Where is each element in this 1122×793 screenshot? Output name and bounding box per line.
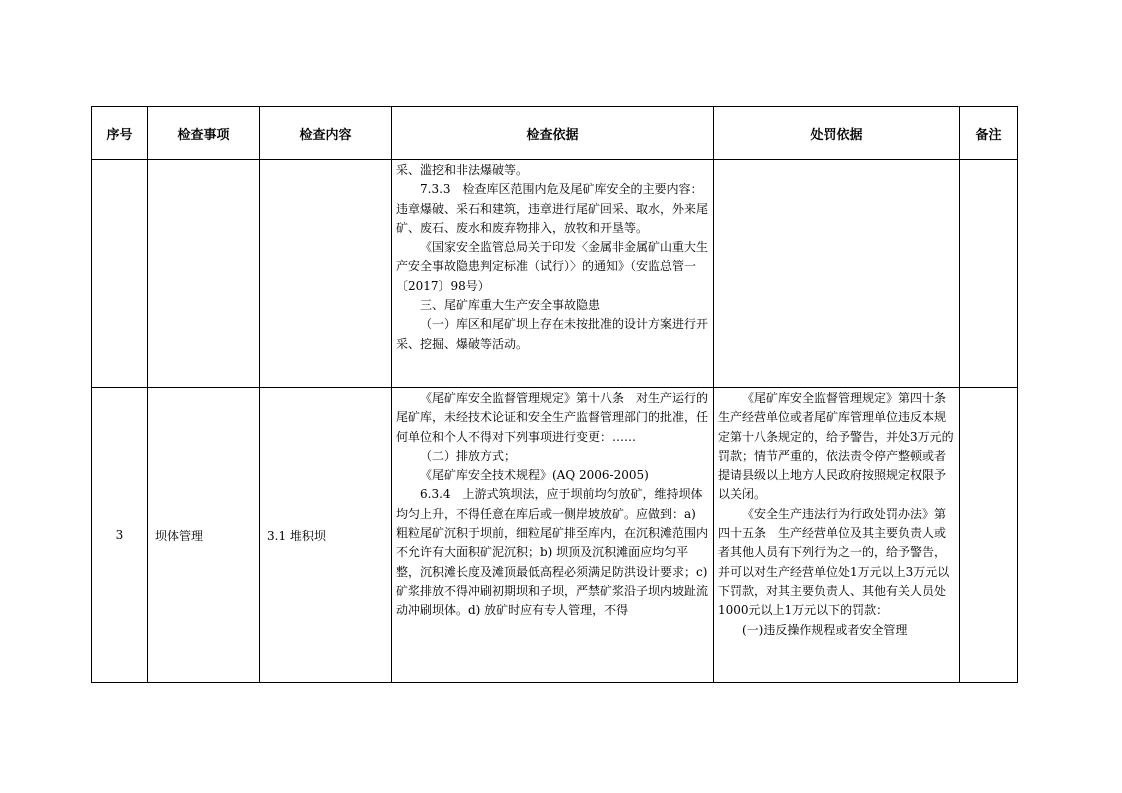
header-remarks: 备注: [960, 107, 1018, 160]
penalty-paragraph: 《安全生产违法行为行政处罚办法》第四十五条 生产经营单位及其主要负责人或者其他人员有下列行为之一的，给予警告，并可以对生产经营单位处1万元以上3万元以下罚款，对其主要负责人、其他有关人员处1000元以上1万元以下的罚款：: [718, 506, 950, 618]
cell-inspection-content: 3.1 堆积坝: [260, 388, 392, 683]
basis-paragraph: 《尾矿库安全技术规程》(AQ 2006-2005): [420, 468, 649, 483]
cell-remarks: [960, 388, 1018, 683]
cell-inspection-content: [260, 160, 392, 388]
header-row: [92, 107, 1018, 160]
basis-paragraph: 7.3.3 检查库区范围内危及尾矿库安全的主要内容：违章爆破、采石和建筑，违章进行尾矿回采、取水，外来尾矿、废石、废水和废弃物排入，放牧和开垦等。: [396, 182, 709, 235]
header-inspection-item: 检查事项: [148, 107, 260, 160]
basis-paragraph: 三、尾矿库重大生产安全事故隐患: [420, 298, 601, 313]
basis-paragraph: （一）库区和尾矿坝上存在未按批准的设计方案进行开采、挖掘、爆破等活动。: [396, 317, 709, 351]
basis-paragraph: 6.3.4 上游式筑坝法，应于坝前均匀放矿，维持坝体均匀上升，不得任意在库后或一侧岸坡放矿。应做到：a) 粗粒尾矿沉积于坝前，细粒尾矿排至库内，在沉积滩范围内不允许有大面积矿泥沉积；b) 坝顶及沉积滩面应均匀平整，沉积滩长度及滩顶最低高程必须满足防洪设计要求；c) 矿浆排放不得冲刷初期坝和子坝，严禁矿浆沿子坝内坡趾流动冲刷坝体。d) 放矿时应有专人管理，不得: [396, 487, 709, 618]
cell-serial-number: [92, 160, 148, 388]
cell-penalty-basis: [714, 388, 960, 683]
penalty-paragraph: (一)违反操作规程或者安全管理: [742, 622, 908, 637]
header-penalty-basis: 处罚依据: [714, 107, 960, 160]
basis-paragraph: 采、滥挖和非法爆破等。: [396, 163, 529, 177]
header-inspection-basis: 检查依据: [392, 107, 714, 160]
cell-penalty-basis: [714, 160, 960, 388]
basis-paragraph: （二）排放方式；: [420, 448, 517, 463]
cell-remarks: [960, 160, 1018, 388]
cell-inspection-basis: [392, 388, 714, 683]
cell-serial-number: 3: [92, 388, 148, 683]
table-row: [92, 160, 1018, 388]
cell-inspection-item: [148, 160, 260, 388]
table-row: [92, 388, 1018, 683]
penalty-paragraph: 《尾矿库安全监督管理规定》第四十条 生产经营单位或者尾矿库管理单位违反本规定第十八条规定的，给予警告，并处3万元的罚款；情节严重的，依法责令停产整顿或者提请县级以上地方人民政府按照规定权限予以关闭。: [718, 391, 959, 502]
basis-paragraph: 《国家安全监管总局关于印发〈金属非金属矿山重大生产安全事故隐患判定标准（试行）〉的通知》（安监总管一〔2017〕98号）: [396, 240, 709, 293]
cell-inspection-basis: [392, 160, 714, 388]
cell-inspection-item: 坝体管理: [148, 388, 260, 683]
header-inspection-content: 检查内容: [260, 107, 392, 160]
header-serial-number: 序号: [92, 107, 148, 160]
inspection-table: [91, 106, 1018, 683]
basis-paragraph: 《尾矿库安全监督管理规定》第十八条 对生产运行的尾矿库，未经技术论证和安全生产监督管理部门的批准，任何单位和个人不得对下列事项进行变更：……: [396, 391, 709, 444]
